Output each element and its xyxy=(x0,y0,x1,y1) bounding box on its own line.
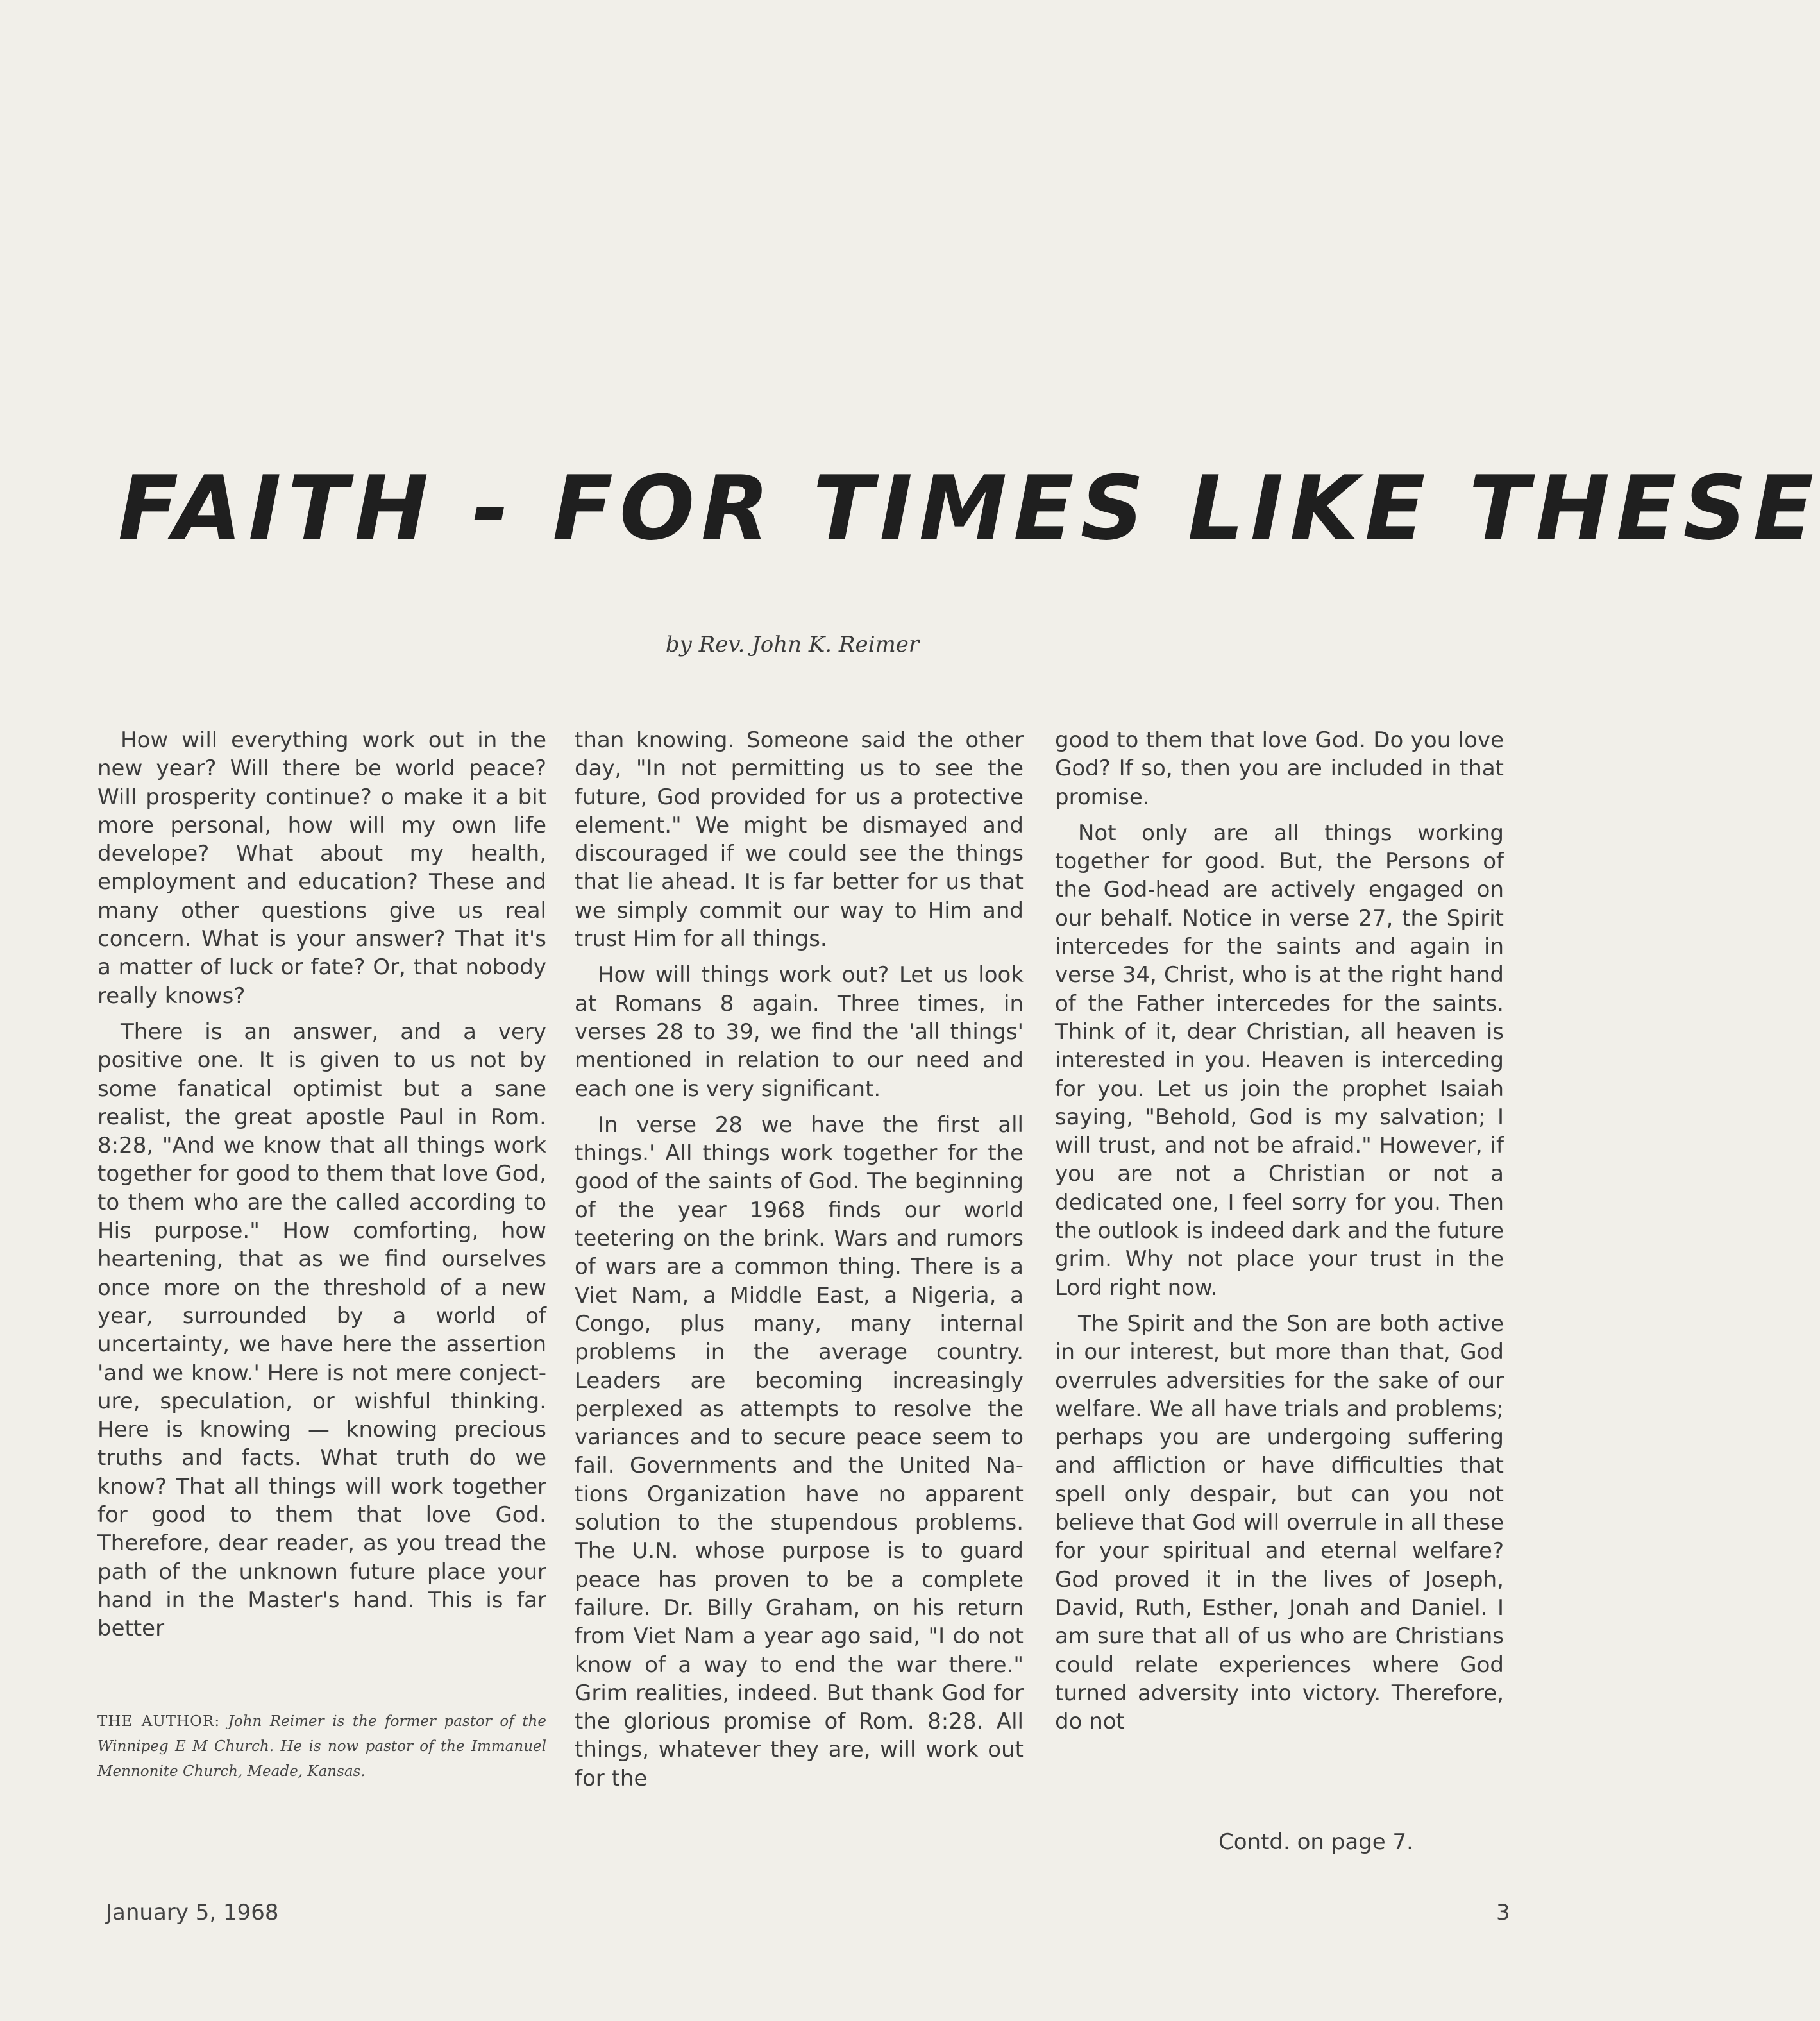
paragraph: In verse 28 we have the first all things.' All things work together for the good of the saints of God. The beginning of the year 1968 finds our world teetering on the brink. Wars and rumors of wars are a common thing. There is a Viet Nam, a Middle East, a Nigeria, a Congo, plus many, many internal problems in the average country. Leaders are becoming increasingly perplexed as attempts to resolve the variances and to secure peace seem to fail. Governments and the United Nations Organization have no apparent solution to the stupendous problems. The U.N. whose purpose is to guard peace has proven to be a complete failure. Dr. Billy Graham, on his return from Viet Nam a year ago said, "I do not know of a way to end the war there." Grim realities, indeed. But thank God for the glorious promise of Rom. 8:28. All things, whatever they are, will work out for the xyxy=(575,1112,1024,1791)
paragraph: The Spirit and the Son are both active in our interest, but more than that, God overrules adversities for the sake of our welfare. We all have trials and problems; perhaps you are undergoing suffering and affliction or have difficulties that spell only despair, but can you not believe that God will overrule in all these for your spiritual and eternal welfare? God proved it in the lives of Joseph, David, Ruth, Esther, Jonah and Daniel. I am sure that all of us who are Christians could relate experiences where God turned adversity into victory. Therefore, do not xyxy=(1055,1310,1504,1735)
footer-date: January 5, 1968 xyxy=(106,1900,279,1925)
author-note-label: THE AUTHOR: xyxy=(97,1713,221,1730)
paragraph: Not only are all things working together for good. But, the Persons of the God-head are actively engaged on our behalf. Notice in verse 27, the Spirit intercedes for the saints and again in verse 34, Christ, who is at the right hand of the Father intercedes for the saints. Think of it, dear Christian, all heaven is interested in you. Heaven is interceding for you. Let us join the prophet Isaiah saying, "Behold, God is my salvation; I will trust, and not be afraid." However, if you are not a Christian or not a dedicated one, I feel sorry for you. Then the outlook is indeed dark and the future grim. Why not place your trust in the Lord right now. xyxy=(1055,820,1504,1301)
byline: by Rev. John K. Reimer xyxy=(665,632,920,657)
page-number: 3 xyxy=(1496,1900,1510,1925)
author-note-text: John Reimer is the former pastor of the Winnipeg E M Church. He is now pastor of the Immanuel Mennonite Church, Meade, Kansas. xyxy=(97,1713,546,1780)
paragraph: good to them that love God. Do you love God? If so, then you are included in that promise. xyxy=(1055,727,1504,810)
author-note xyxy=(97,1709,546,1784)
paragraph: How will everything work out in the new year? Will there be world peace? Will prosperity continue? o make it a bit more personal, how will my own life develope? What about my health, employment and education? These and many other questions give us real concern. What is your answer? That it's a matter of luck or fate? Or, that nobody really knows? xyxy=(97,727,546,1009)
column-2 xyxy=(575,726,1024,1800)
paragraph: There is an answer, and a very positive one. It is given to us not by some fanatical optimist but a sane realist, the great apostle Paul in Rom. 8:28, "And we know that all things work together for good to them that love God, to them who are the called according to His purpose." How comforting, how heartening, that as we find ourselves once more on the threshold of a new year, surrounded by a world of uncertainty, we have here the assertion 'and we know.' Here is not mere conjecture, speculation, or wishful thinking. Here is knowing — knowing precious truths and facts. What truth do we know? That all things will work together for good to them that love God. Therefore, dear reader, as you tread the path of the unknown future place your hand in the Master's hand. This is far better xyxy=(97,1019,546,1642)
column-1 xyxy=(97,726,546,1651)
continued-notice: Contd. on page 7. xyxy=(1218,1829,1413,1855)
column-3 xyxy=(1055,726,1504,1743)
article-title: FAITH - FOR TIMES LIKE THESE xyxy=(118,457,1820,560)
paragraph: How will things work out? Let us look at Romans 8 again. Three times, in verses 28 to 39, we find the 'all things' mentioned in relation to our need and each one is very significant. xyxy=(575,962,1024,1102)
paragraph: than knowing. Someone said the other day, "In not permitting us to see the future, God provided for us a protective element." We might be dismayed and discouraged if we could see the things that lie ahead. It is far better for us that we simply commit our way to Him and trust Him for all things. xyxy=(575,727,1024,952)
